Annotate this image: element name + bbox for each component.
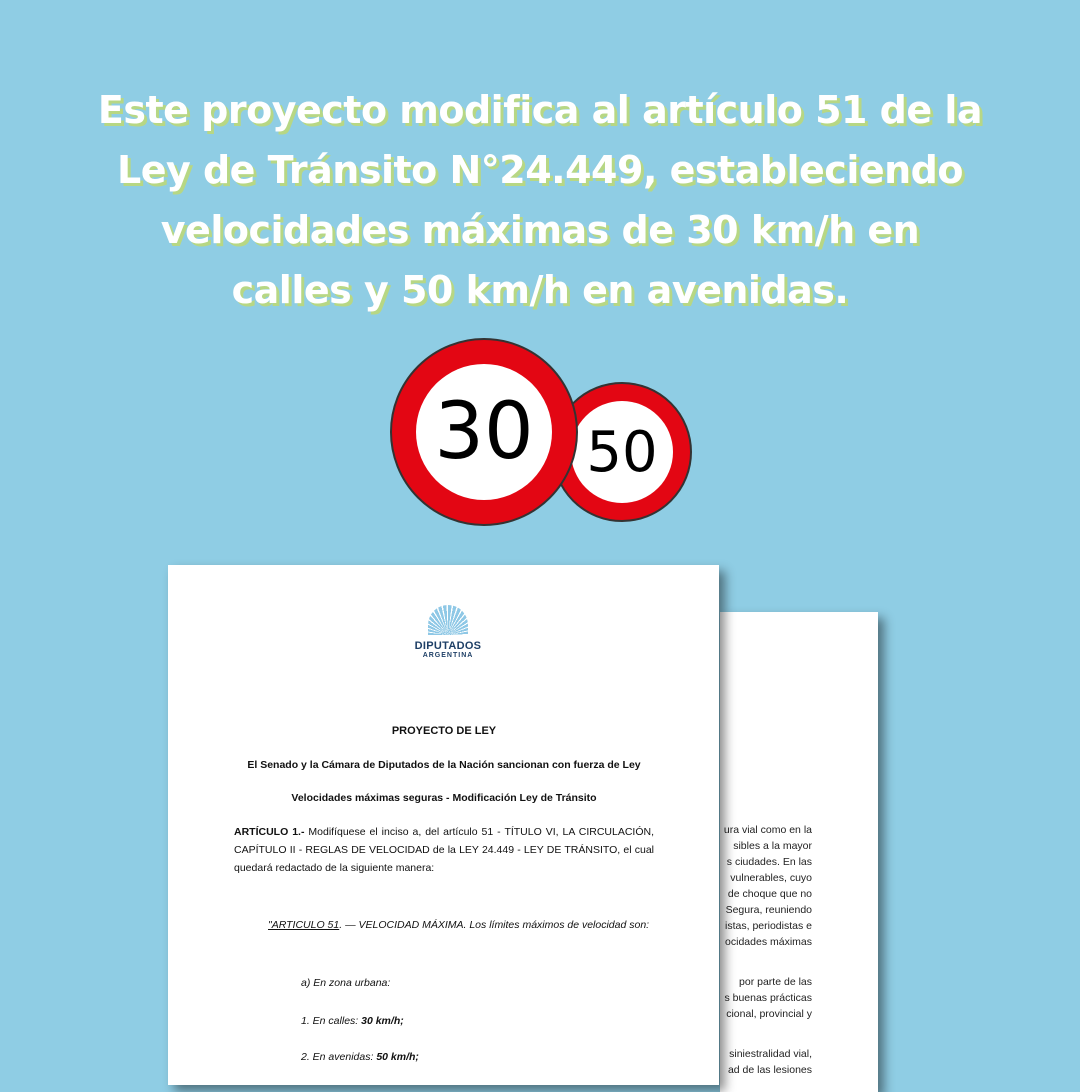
article-51-text: . — VELOCIDAD MÁXIMA. Los límites máximos de velocidad son: [339,919,650,931]
logo-title: DIPUTADOS [414,640,482,652]
document-back-page [720,612,878,1092]
sign-30-number: 30 [416,364,552,500]
item-streets-label: 1. En calles: [301,1015,362,1027]
logo-subtitle: ARGENTINA [422,652,474,659]
document-subject: Velocidades máximas seguras - Modificación Ley de Tránsito [291,792,597,804]
article-1-text: Modifíquese el inciso a, del artículo 51 - TÍTULO VI, LA CIRCULACIÓN, CAPÍTULO II - REGLAS DE VELOCIDAD de la LEY 24.449 - LEY DE TRÁNSITO, el cual quedará redactado de la siguiente manera: [234,826,654,874]
article-51-label: "ARTICULO 51 [268,919,340,931]
back-page-line: ura vial como en la [723,824,812,836]
headline-line: velocidades máximas de 30 km/h en [160,208,920,252]
item-avenues-value: 50 km/h; [376,1051,419,1063]
item-streets-value: 30 km/h; [361,1015,404,1027]
back-page-line: vulnerables, cuyo [730,872,812,884]
back-page-line: sibles a la mayor [733,840,812,852]
article-1 [234,823,654,877]
back-page-gap [720,1022,878,1046]
headline [60,80,1020,320]
back-page-line: Segura, reuniendo [725,904,812,916]
item-streets [301,1015,651,1027]
back-page-line: istas, periodistas e [725,920,812,932]
headline-line: Ley de Tránsito N°24.449, estableciendo [116,148,963,192]
back-page-line: s buenas prácticas [724,992,812,1004]
back-page-gap [720,950,878,974]
back-page-line: ad de las lesiones [727,1064,812,1076]
sun-rays-icon [428,605,468,635]
item-avenues-label: 2. En avenidas: [301,1051,377,1063]
document-title: PROYECTO DE LEY [391,725,497,737]
back-page-line: de choque que no [727,888,812,900]
document-front-page [168,565,719,1085]
back-page-text [720,822,878,1078]
sign-50-number: 50 [571,401,673,503]
back-page-line: ocidades máximas [725,936,812,948]
headline-line: Este proyecto modifica al artículo 51 de la [97,88,983,132]
item-urban-zone: a) En zona urbana: [301,977,391,989]
back-page-line: siniestralidad vial, [729,1048,812,1060]
document-sanction: El Senado y la Cámara de Diputados de la Nación sancionan con fuerza de Ley [247,759,641,771]
article-1-label: ARTÍCULO 1.- [234,826,305,838]
back-page-line: por parte de las [739,976,812,988]
back-page-line: s ciudades. En las [726,856,812,868]
back-page-line: cional, provincial y [726,1008,812,1020]
diputados-logo [400,605,496,659]
headline-line: calles y 50 km/h en avenidas. [231,268,849,312]
speed-limit-30-sign-icon [390,338,578,526]
article-51-quote [268,915,654,935]
item-avenues [301,1051,651,1063]
